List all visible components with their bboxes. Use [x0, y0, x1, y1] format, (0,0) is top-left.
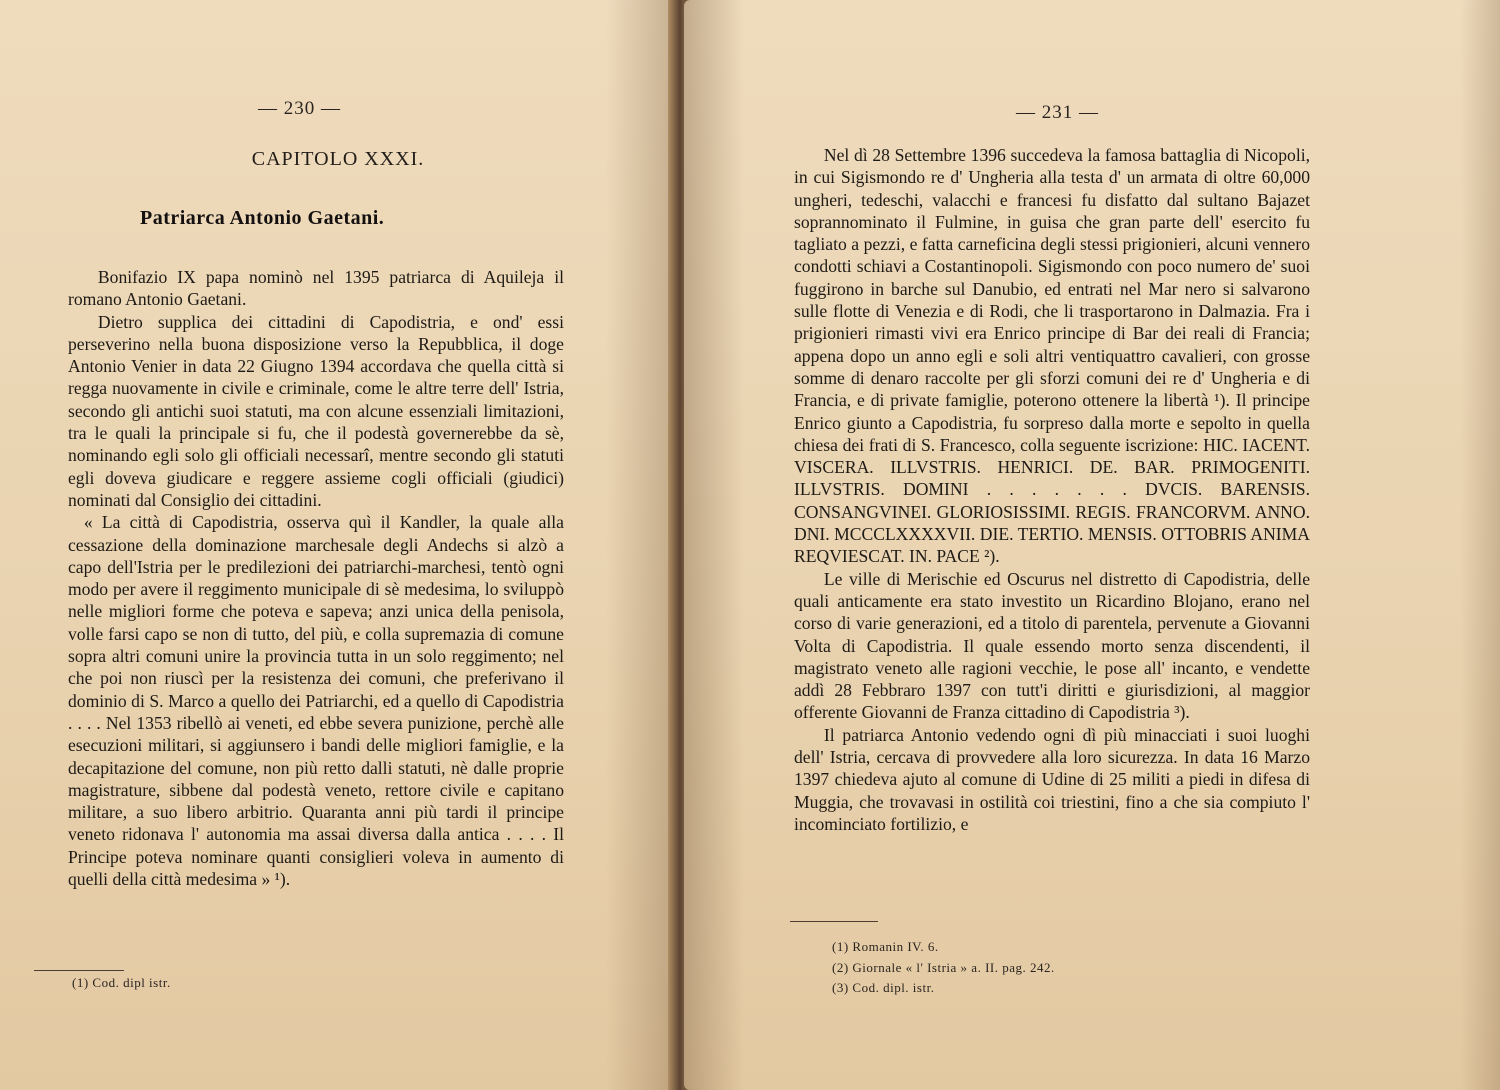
footnote: (1) Cod. dipl istr.: [72, 975, 171, 990]
left-page: [0, 0, 676, 1090]
chapter-heading: CAPITOLO XXXI.: [251, 148, 425, 170]
footnote: (1) Romanin IV. 6.: [832, 939, 939, 954]
left-body-text: [68, 266, 564, 890]
footnote: (3) Cod. dipl. istr.: [832, 980, 935, 995]
paragraph: Il patriarca Antonio vedendo ogni dì più minacciati i suoi luoghi dell' Istria, cercava di provvedere alla loro sicurezza. In data 16 Marzo 1397 chiedeva ajuto al comune di Udine di 25 militi a piedi in difesa di Muggia, che trovavasi in ostilità coi triestini, fino a che sia compiuto l' incominciato fortilizio, e: [794, 724, 1310, 834]
right-body-text: [794, 144, 1310, 835]
paragraph: Bonifazio IX papa nominò nel 1395 patriarca di Aquileja il romano Antonio Gaetani.: [68, 267, 564, 310]
paragraph: Nel dì 28 Settembre 1396 succedeva la famosa battaglia di Nicopoli, in cui Sigismondo re d' Ungheria alla testa d' un armata di oltre 60,000 ungheri, tedeschi, valacchi e francesi fu disfatto dal sultano Bajazet soprannominato il Fulmine, in guisa che gran parte dell' esercito fu tagliato a pezzi, e fatta carneficina degli stessi prigionieri, alcuni vennero condotti schiavi a Costantinopoli. Sigismondo con poco numero de' suoi fuggirono in barche sul Danubio, ed entrati nel Mar nero si salvarono sulle flotte di Venezia e di Rodi, che li trasportarono in Dalmazia. Fra i prigionieri rimasti vivi era Enrico principe di Bar dei reali di Francia; appena dopo un anno egli e soli altri ventiquattro cavalieri, con grosse somme di denaro raccolte per gli sforzi comuni dei re d' Ungheria e di Francia, e di private famiglie, poterono ottenere la libertà ¹). Il principe Enrico giunto a Capodistria, fu sorpreso dalla morte e sepolto in quella chiesa dei frati di S. Francesco, colla seguente iscrizione: HIC. IACENT. VISCERA. ILLVSTRIS. HENRICI. DE. BAR. PRIMOGENITI. ILLVSTRIS. DOMINI . . . . . . . DVCIS. BARENSIS. CONSANGVINEI. GLORIOSISSIMI. REGIS. FRANCORVM. ANNO. DNI. MCCCLXXXXVII. DIE. TERTIO. MENSIS. OTTOBRIS ANIMA REQVIESCAT. IN. PACE ²).: [794, 145, 1310, 567]
page-number: — 231 —: [1016, 102, 1099, 123]
chapter-title: Patriarca Antonio Gaetani.: [140, 207, 385, 229]
right-page: [684, 0, 1500, 1090]
page-number: — 230 —: [258, 98, 341, 119]
footnote-rule: [790, 921, 878, 922]
footnote-rule: [34, 970, 124, 971]
footnote: (2) Giornale « l' Istria » a. II. pag. 242.: [832, 960, 1055, 975]
paragraph: Dietro supplica dei cittadini di Capodistria, e ond' essi perseverino nella buona disposizione verso la Repubblica, il doge Antonio Venier in data 22 Giugno 1394 accordava che quella città si regga nuovamente in civile e criminale, come le altre terre dell' Istria, secondo gli antichi suoi statuti, ma con alcune essenziali limitazioni, tra le quali la principale si fu, che il podestà governerebbe da sè, nominando egli solo gli officiali necessarî, mentre secondo gli statuti egli doveva giudicare e reggere assieme cogli officiali (giudici) nominati dal Consiglio dei cittadini.: [68, 311, 564, 510]
paragraph: « La città di Capodistria, osserva quì il Kandler, la quale alla cessazione della dominazione marchesale degli Andechs si alzò a capo dell'Istria per le predilezioni dei patriarchi-marchesi, tentò ogni modo per avere il reggimento municipale di sè medesima, lo sviluppò nelle migliori forme che poteva e sapeva; anzi unica della penisola, volle farsi capo se non di tutto, del più, e colla supremazia di comune sopra altri comuni unire la provincia tutta in un solo reggimento; nel che poi non riuscì per la resistenza dei comuni, che preferivano il dominio di S. Marco a quello dei Patriarchi, ed a quello di Capodistria . . . . Nel 1353 ribellò ai veneti, ed ebbe severa punizione, perchè alle esecuzioni militari, si aggiunsero i bandi delle migliori famiglie, e la decapitazione del comune, non più retto dalli statuti, nè dalle proprie magistrature, sibbene dal podestà veneto, rettore civile e capitano militare, a suo libero arbitrio. Quaranta anni più tardi il principe veneto ridonava l' autonomia ma assai diversa dalla antica . . . . Il Principe poteva nominare quanti consiglieri voleva in aumento di quelli della città medesima » ¹).: [68, 512, 564, 890]
paragraph: Le ville di Merischie ed Oscurus nel distretto di Capodistria, delle quali anticamente era stato investito un Ricardino Blojano, erano nel corso di varie generazioni, ed a titolo di parentela, pervenute a Giovanni Volta di Capodistria. Il quale essendo morto senza discendenti, il magistrato veneto alle ragioni vecchie, le pose all' incanto, e vendette addì 28 Febbraro 1397 con tutt'i diritti e giurisdizioni, al maggior offerente Giovanni de Franza cittadino di Capodistria ³).: [794, 568, 1310, 723]
